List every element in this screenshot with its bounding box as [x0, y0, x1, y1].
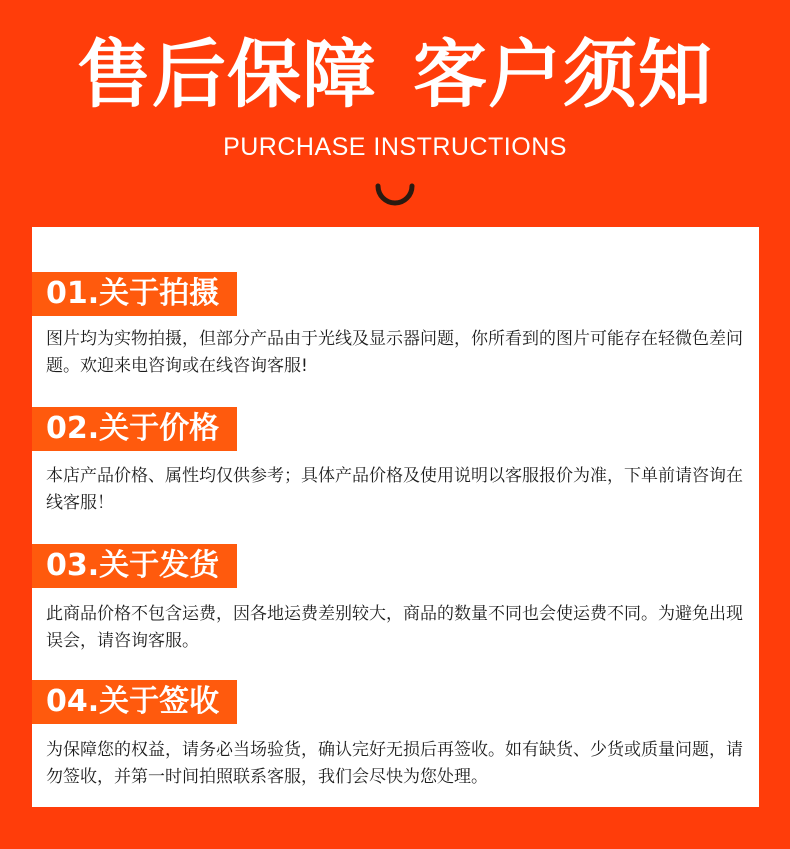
section-heading-shipping: 03.关于发货 [32, 544, 237, 588]
title-after-sales: 售后保障 [77, 32, 377, 118]
section-body-shipping: 此商品价格不包含运费，因各地运费差别较大，商品的数量不同也会使运费不同。为避免出现误会，请咨询客服。 [46, 604, 743, 651]
page-title [0, 30, 790, 120]
section-heading-price: 02.关于价格 [32, 407, 237, 451]
section-heading-receipt: 04.关于签收 [32, 680, 237, 724]
smile-icon [374, 178, 416, 220]
section-body-photography: 图片均为实物拍摄，但部分产品由于光线及显示器问题，你所看到的图片可能存在轻微色差问题。欢迎来电咨询或在线咨询客服! [46, 329, 743, 376]
page-subtitle: PURCHASE INSTRUCTIONS [223, 133, 567, 161]
title-customer-notice: 客户须知 [413, 32, 713, 118]
section-body-price: 本店产品价格、属性均仅供参考；具体产品价格及使用说明以客服报价为准，下单前请咨询在线客服！ [46, 466, 743, 513]
section-heading-photography: 01.关于拍摄 [32, 272, 237, 316]
section-body-receipt: 为保障您的权益，请务必当场验货，确认完好无损后再签收。如有缺货、少货或质量问题，请勿签收，并第一时间拍照联系客服，我们会尽快为您处理。 [46, 740, 743, 787]
notice-card [32, 227, 759, 807]
